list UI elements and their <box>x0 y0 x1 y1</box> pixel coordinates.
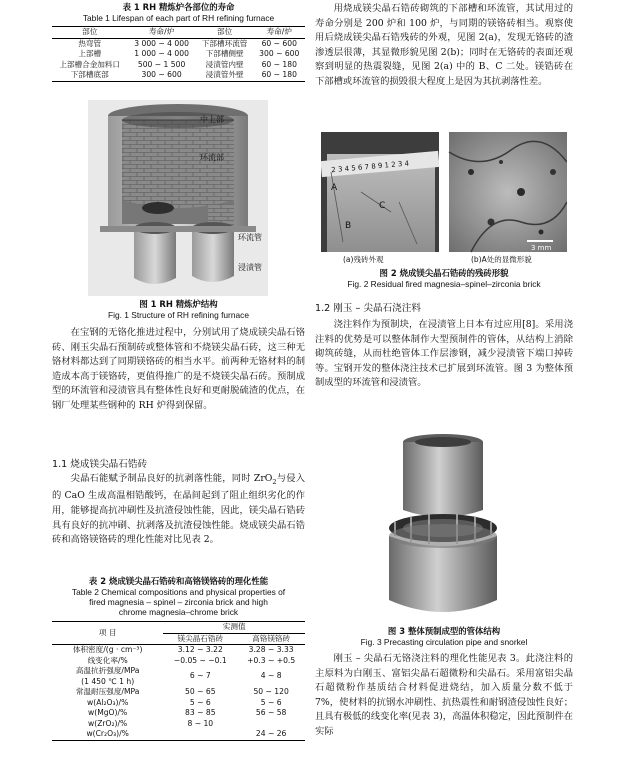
figure1-label-middle: 环流部 <box>200 153 224 162</box>
table-cell: 3.12 ~ 3.22 <box>177 645 223 654</box>
figure3-caption-en: Fig. 3 Precasting circulation pipe and snorkel <box>360 637 528 647</box>
figure3-image <box>377 432 509 622</box>
figure1-label-snorkel: 浸渍管 <box>238 263 262 272</box>
table-row <box>52 38 305 49</box>
table-row <box>52 60 305 71</box>
table-cell: 24 ~ 26 <box>255 729 287 738</box>
section-title-1-2: 1.2 刚玉 – 尖晶石浇注料 <box>315 303 421 314</box>
table1 <box>52 26 305 82</box>
table1-caption-en: Table 1 Lifespan of each part of RH refining furnace <box>82 13 275 23</box>
table1-header: 部位 <box>217 27 233 36</box>
table-cell: 上部槽 <box>78 49 102 58</box>
section-title-1-1: 1.1 烧成镁尖晶石锆砖 <box>52 459 148 470</box>
figure3-caption-zh: 图 3 整体预制成型的管体结构 <box>387 626 501 636</box>
right-paragraph-1: 用烧成镁尖晶石锆砖砌筑的下部槽和环流管，其试用过的寿命分别是 200 炉和 100 炉，与同期的镁铬砖相当。观察使用后烧成镁尖晶石锆残砖的外观，见图 2(a)，发现无铬砖的渣渗透层很薄，其显微形貌见图 2(b)；同时在无铬砖的表面还观察到明显的热震裂缝，见图 2(a) 中的 B、C 二处。镁锆砖在下部槽或环流管的损毁很大程度上是因为其抗剥落性差。 <box>315 3 573 87</box>
para2-text-a: 尖晶石能赋予制品良好的抗剥落性能，同时 ZrO <box>70 473 273 484</box>
table-cell-line: 高温抗折强度/MPa <box>75 666 140 675</box>
table-cell: 60 ~ 180 <box>261 70 297 79</box>
figure2-caption-en: Fig. 2 Residual fired magnesia–spinel–zirconia brick <box>347 279 541 289</box>
point-a-label: A <box>331 183 338 193</box>
table-cell: 3 000 ~ 4 000 <box>134 38 189 48</box>
table-cell: 热弯管 <box>78 38 102 48</box>
figure2-sub-b: (b)A处的显微形貌 <box>471 255 532 264</box>
table-cell: 60 ~ 600 <box>261 38 297 48</box>
table-cell: 3.28 ~ 3.33 <box>248 645 294 654</box>
table-row <box>52 698 305 709</box>
table-cell: 300 ~ 600 <box>259 49 300 58</box>
left-paragraph-2 <box>52 472 305 548</box>
point-c-label: C <box>379 201 386 211</box>
right-paragraph-3: 刚玉 – 尖晶石无铬浇注料的理化性能见表 3。此浇注料的主原料为白刚玉、富铝尖晶石超微粉和尖晶石。采用富铝尖晶石超微粉作基质结合材料促进烧结，加入质量分数不低于 7%，使材料的抗钢水冲刷性、抗热震性和耐钢渣侵蚀性良好；且具有极低的线变化率(见表 3)，高温体积稳定，因此预制件在实际 <box>315 653 573 737</box>
table-cell: +0.3 ~ +0.5 <box>247 655 296 665</box>
table-cell: 8 ~ 10 <box>187 718 214 728</box>
residual-brick-photos <box>321 132 567 264</box>
table-cell: 4 ~ 8 <box>260 671 282 681</box>
table1-header: 寿命/炉 <box>148 27 175 36</box>
table-cell: 下部槽侧壁 <box>205 49 244 58</box>
table-row <box>52 656 305 667</box>
figure2-sub-a: (a)残砖外观 <box>343 255 384 264</box>
table2 <box>52 621 305 741</box>
table2-caption-en-3: chrome magnesia–chrome brick <box>118 607 239 617</box>
table-cell: 300 ~ 600 <box>141 70 182 79</box>
table2-header-col1: 镁尖晶石锆砖 <box>177 633 224 643</box>
ruler-digits: 2 3 4 5 6 7 8 9 1 2 3 4 <box>331 159 410 175</box>
table-cell: 体积密度/(g · cm⁻³) <box>72 645 143 654</box>
right-paragraph-2: 浇注料作为预制块，在浸渍管上日本有过应用[8]。采用浇注料的优势是可以整体制作大型预制件的管体，从结构上消除砌筑砖缝，从而杜绝管体工作层渗钢，减少浸渍管下端口掉砖等。宝钢开发的整体浇注技术已扩展到环流管。图 3 为整体预制成型的环流管和浸渍管。 <box>315 319 573 389</box>
table-row <box>52 729 305 740</box>
table2-header-item: 项 目 <box>98 627 117 637</box>
table-cell: 60 ~ 180 <box>261 59 297 69</box>
table-cell: 5 ~ 6 <box>260 697 282 707</box>
table-cell: 下部槽底部 <box>70 70 109 79</box>
table-cell: 5 ~ 6 <box>189 697 211 707</box>
table-cell: 83 ~ 85 <box>185 708 216 717</box>
figure1-label-circ: 环流管 <box>238 233 262 242</box>
table-cell: 浸渍管外壁 <box>205 70 244 79</box>
table-cell: 常温耐压强度/MPa <box>75 687 140 696</box>
para2-subscript: 2 <box>272 477 277 486</box>
table1-caption-zh: 表 1 RH 精炼炉各部位的寿命 <box>122 2 235 12</box>
left-paragraph-1: 在宝钢的无铬化推进过程中，分别试用了烧成镁尖晶石铬砖、刚玉尖晶石预制砖或整体管和不烧镁尖晶石砖，这三种无铬材料都达到了同期镁铬砖的相当水平。前两种无铬材料的制造成本高于镁铬砖，更值得推广的是不烧镁尖晶石砖。预制成型的环流管和浸渍管具有整体性良好和更耐脱硫渣的优点，在钢厂处理某些钢种的 RH 炉得到保留。 <box>52 327 305 411</box>
table-cell: 6 ~ 7 <box>189 671 211 681</box>
table-cell: 线变化率/% <box>87 655 128 665</box>
table-cell: w(ZrO₂)/% <box>88 718 128 728</box>
figure1-image <box>88 100 268 296</box>
table-cell: w(MgO)/% <box>88 708 128 717</box>
table1-header: 部位 <box>82 27 98 36</box>
table-row <box>52 687 305 698</box>
table-cell: 浸渍管内壁 <box>205 59 244 69</box>
table-cell: 500 ~ 1 500 <box>137 59 186 69</box>
table-cell: 50 ~ 65 <box>185 687 216 696</box>
table-cell: 50 ~ 120 <box>253 687 289 696</box>
table-row <box>52 49 305 60</box>
figure2-caption-zh: 图 2 烧成镁尖晶石锆砖的残砖形貌 <box>379 268 509 278</box>
para2-text-b: 与侵入的 CaO 生成高温相锆酸钙，在晶间起到了阻止组织劣化的作用，能够提高抗冲刷性及抗渣侵蚀性能，因此，镁尖晶石锆砖具有良好的抗冲刷、抗剥落及抗渣侵蚀性能。烧成镁尖晶石锆砖和高铬镁铬砖的理化性能对比见表 2。 <box>52 473 305 546</box>
table-cell: w(Cr₂O₃)/% <box>86 729 129 738</box>
table-cell: 1 000 ~ 4 000 <box>134 49 189 58</box>
table-cell-line: (1 450 ℃ 1 h) <box>81 676 135 686</box>
table-row <box>52 70 305 81</box>
table1-header: 寿命/炉 <box>266 27 292 36</box>
scale-bar-label: 3 mm <box>531 244 552 252</box>
table-row <box>52 708 305 719</box>
table-row <box>52 645 305 656</box>
table2-caption-en-1: Table 2 Chemical compositions and physical properties of <box>71 587 286 597</box>
table2-header-col2: 高铬镁铬砖 <box>252 633 291 643</box>
figure1-label-upper: 中上部 <box>200 115 224 124</box>
point-b-label: B <box>345 221 352 231</box>
table-cell: 上部槽合金加料口 <box>59 59 121 69</box>
table-cell: 56 ~ 58 <box>255 708 287 717</box>
table-cell: 下部槽环流管 <box>201 38 248 48</box>
table-row <box>52 666 305 687</box>
table-cell: −0.05 ~ −0.1 <box>173 655 227 665</box>
figure1-caption-en: Fig. 1 Structure of RH refining furnace <box>107 310 250 320</box>
table-cell: w(Al₂O₃)/% <box>87 697 129 707</box>
table-cell <box>163 729 237 740</box>
rh-furnace-illustration <box>88 100 268 296</box>
table-cell <box>237 719 305 730</box>
table2-header-group: 实测值 <box>163 622 305 634</box>
figure1-caption-zh: 图 1 RH 精炼炉结构 <box>139 299 218 309</box>
figure2-images <box>321 132 567 264</box>
table-cell <box>52 666 163 687</box>
table2-caption-en-2: fired magnesia – spinel – zirconia brick and high <box>89 597 268 607</box>
table-row <box>52 719 305 730</box>
table2-caption-zh: 表 2 烧成镁尖晶石锆砖和高铬镁铬砖的理化性能 <box>88 576 269 586</box>
precast-pipe-illustration <box>377 432 509 622</box>
